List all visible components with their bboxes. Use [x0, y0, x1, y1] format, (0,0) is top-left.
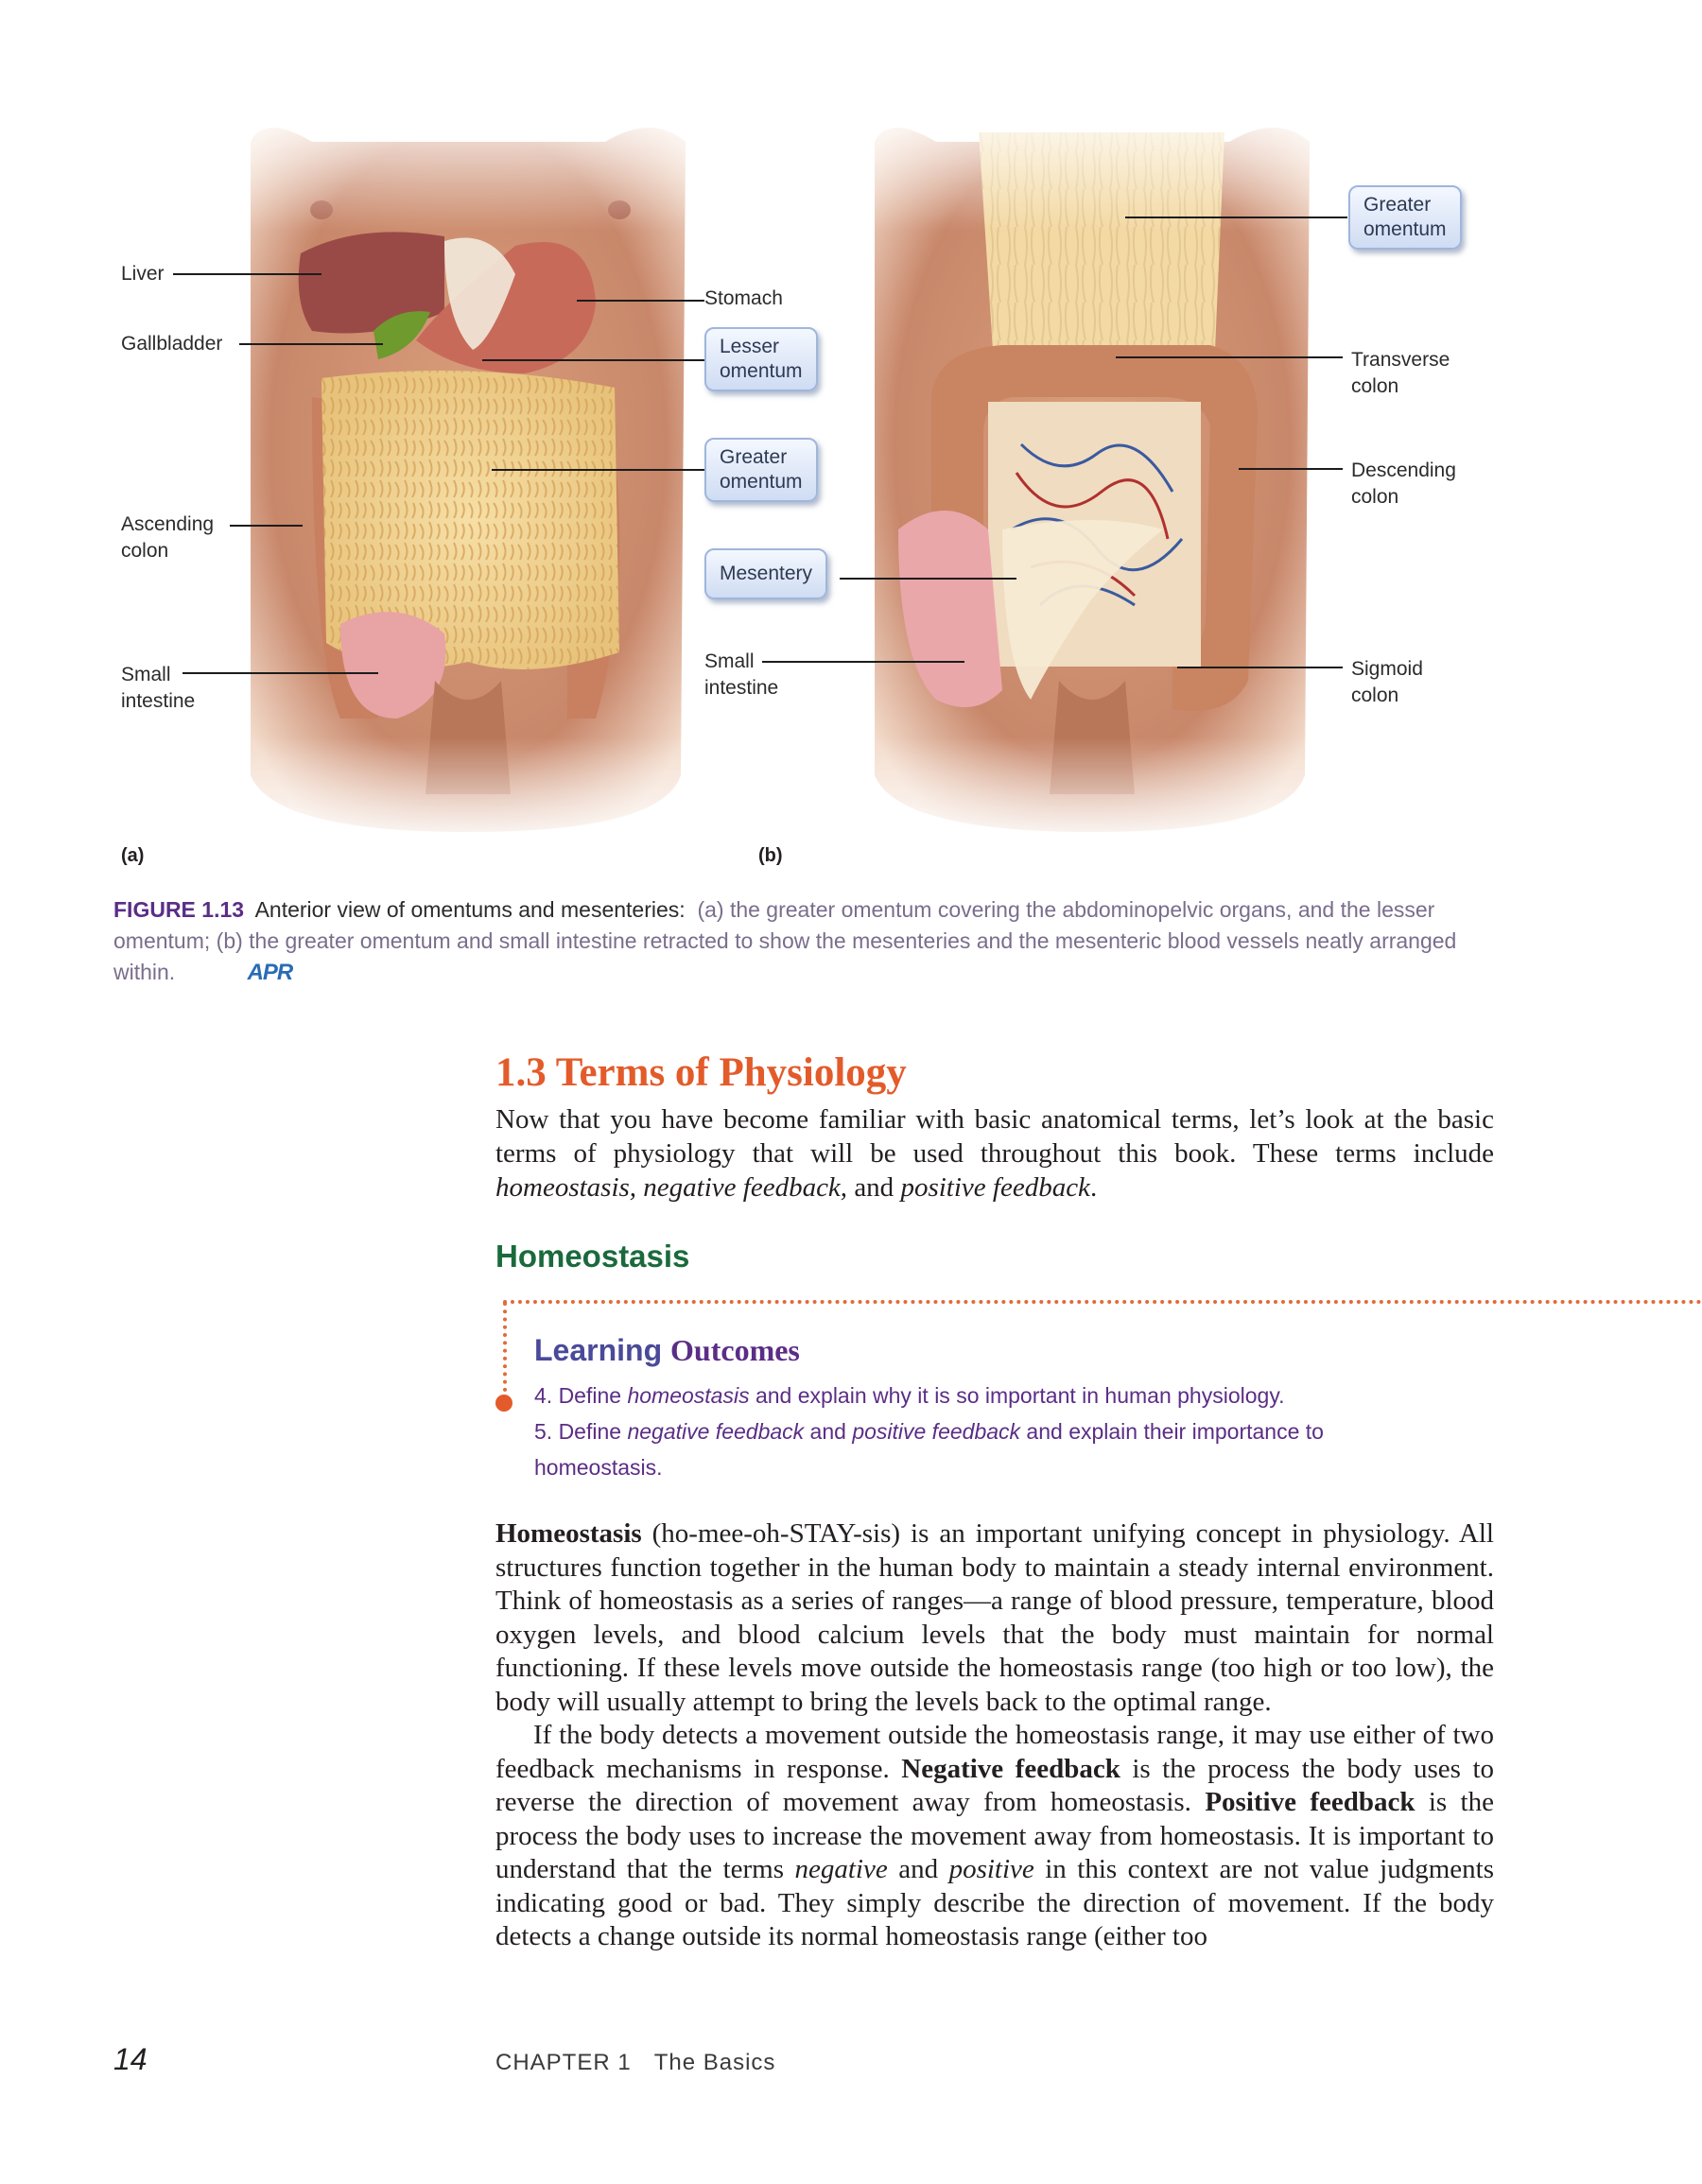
chapter-label: CHAPTER 1 — [495, 2050, 632, 2075]
learning-outcomes-title-bold: Outcomes — [670, 1333, 800, 1367]
section-intro — [495, 1102, 1494, 1205]
figure-number: FIGURE 1.13 — [113, 897, 245, 922]
callout-greater-omentum-a-line2: omentum — [720, 471, 803, 493]
label-small-intestine-b — [704, 649, 778, 702]
callout-lesser-omentum-line1: Lesser — [720, 336, 780, 357]
label-small-intestine-b-line2: intestine — [704, 677, 779, 699]
p2-b: is the process the body uses to reverse the direction of movement away from homeostasis. — [495, 1753, 1495, 1817]
learning-outcome-4 — [534, 1378, 1442, 1413]
callout-greater-omentum-b — [1348, 185, 1462, 250]
outcome-4-a: 4. Define — [534, 1383, 628, 1408]
learning-outcomes-list — [534, 1378, 1442, 1485]
p2-positive: positive — [948, 1854, 1034, 1884]
body-paragraph-2 — [495, 1719, 1494, 1954]
callout-lesser-omentum-line2: omentum — [720, 360, 803, 382]
label-ascending-colon — [121, 511, 214, 564]
label-descending-colon-line1: Descending — [1351, 459, 1456, 481]
p2-c: is the process the body uses to increase the movement away from homeostasis. It is important to understand that the terms — [495, 1787, 1494, 1884]
panel-a-letter: (a) — [121, 845, 145, 866]
learning-outcomes-title-prefix: Learning — [534, 1333, 671, 1367]
p1-text: (ho-mee-oh-STAY-sis) is an important unifying concept in physiology. All structures function together in the human body to maintain a steady internal environment. Think of homeostasis as a series of ranges—a range of blood pressure, temperature, blood oxygen levels, and blood calcium levels that the body must maintain for normal functioning. If these levels move outside the homeostasis range (too high or too low), the body will usually attempt to bring the levels back to the optimal range. — [495, 1518, 1494, 1717]
label-ascending-colon-line1: Ascending — [121, 513, 215, 535]
intro-end: . — [1089, 1172, 1098, 1203]
callout-greater-omentum-b-line2: omentum — [1363, 218, 1447, 240]
learning-outcomes-vertical-rule — [503, 1302, 507, 1392]
outcome-5-b: and explain their importance to homeostasis. — [534, 1419, 1324, 1480]
figure-caption — [113, 894, 1513, 988]
page-number: 14 — [113, 2042, 148, 2076]
label-descending-colon — [1351, 458, 1456, 511]
section-title: 1.3 Terms of Physiology — [495, 1050, 907, 1095]
figure-caption-title: Anterior view of omentums and mesenteries: — [254, 897, 686, 922]
label-sigmoid-colon-line1: Sigmoid — [1351, 658, 1423, 680]
label-sigmoid-colon-line2: colon — [1351, 685, 1399, 706]
label-gallbladder: Gallbladder — [121, 333, 223, 355]
label-transverse-colon-line2: colon — [1351, 375, 1399, 397]
outcome-5-term2: positive feedback — [852, 1419, 1021, 1444]
label-sigmoid-colon — [1351, 656, 1423, 709]
label-small-intestine-a — [121, 662, 195, 715]
outcome-4-term: homeostasis — [627, 1383, 750, 1408]
callout-greater-omentum-a — [704, 438, 818, 502]
callout-greater-omentum-b-line1: Greater — [1363, 194, 1432, 216]
panel-b-letter: (b) — [758, 845, 783, 866]
outcome-5-and: and — [804, 1419, 853, 1444]
p2-negative: negative — [794, 1854, 888, 1884]
outcome-5-a: 5. Define — [534, 1419, 628, 1444]
label-transverse-colon — [1351, 347, 1450, 400]
term-positive-feedback: Positive feedback — [1205, 1787, 1415, 1817]
callout-lesser-omentum — [704, 327, 818, 391]
p2-d: in this context are not value judgments indicating good or bad. They simply describe the direction of movement. If the body detects a change outside its normal homeostasis range (either too — [495, 1854, 1494, 1951]
outcome-4-b: and explain why it is so important in human physiology. — [749, 1383, 1285, 1408]
label-ascending-colon-line2: colon — [121, 540, 169, 562]
callout-mesentery: Mesentery — [704, 548, 827, 599]
label-liver: Liver — [121, 263, 165, 285]
label-small-intestine-a-line2: intestine — [121, 690, 196, 712]
learning-outcomes-rule — [503, 1300, 1702, 1304]
learning-outcomes-title — [534, 1333, 800, 1368]
term-negative-feedback: Negative feedback — [901, 1753, 1120, 1784]
intro-text: Now that you have become familiar with basic anatomical terms, let’s look at the basic terms of physiology that will be used throughout this book. These terms include — [495, 1104, 1494, 1169]
body-paragraph-1 — [495, 1517, 1494, 1719]
running-head — [495, 2050, 775, 2076]
subsection-title: Homeostasis — [495, 1239, 690, 1274]
term-homeostasis: Homeostasis — [495, 1518, 642, 1549]
label-transverse-colon-line1: Transverse — [1351, 349, 1450, 371]
intro-term-positive: positive feedback — [900, 1172, 1090, 1203]
figure-caption-text: (a) the greater omentum covering the abdominopelvic organs, and the lesser omentum; (b) the greater omentum and small intestine retracted to show the mesenteries and the mesenteric blood vessels neatly arranged within. — [113, 897, 1457, 984]
label-descending-colon-line2: colon — [1351, 486, 1399, 508]
learning-outcomes-bullet-icon — [495, 1395, 512, 1412]
intro-terms: homeostasis, negative feedback, — [495, 1172, 848, 1203]
label-small-intestine-a-line1: Small — [121, 664, 171, 685]
learning-outcome-5 — [534, 1413, 1442, 1485]
apr-badge-icon[interactable]: APR — [247, 960, 293, 985]
label-small-intestine-b-line1: Small — [704, 650, 755, 672]
p2-and: and — [887, 1854, 949, 1884]
outcome-5-term1: negative feedback — [627, 1419, 805, 1444]
callout-greater-omentum-a-line1: Greater — [720, 446, 788, 468]
body-text — [495, 1517, 1494, 1954]
intro-and: and — [847, 1172, 901, 1203]
label-stomach: Stomach — [704, 287, 783, 309]
chapter-title: The Basics — [653, 2050, 776, 2075]
p2-a: If the body detects a movement outside the homeostasis range, it may use either of two feedback mechanisms in response. — [495, 1720, 1494, 1784]
